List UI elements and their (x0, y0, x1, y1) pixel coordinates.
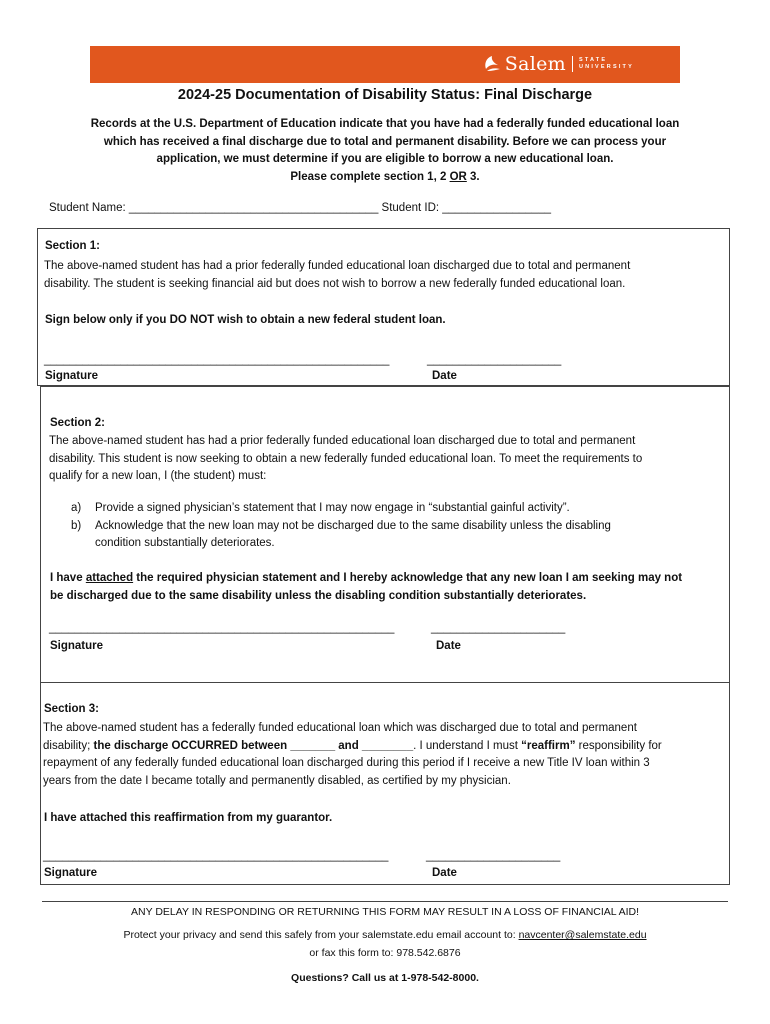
section-3-date-label: Date (432, 867, 457, 879)
footer-privacy-text: Protect your privacy and send this safely from your salemstate.edu email account to: (123, 929, 519, 941)
section-2-ack-line-1 (50, 570, 730, 588)
section-1-line-1: The above-named student has had a prior federally funded educational loan discharged due to total and permanent (44, 260, 631, 272)
section-3-box (40, 683, 730, 885)
section-2-heading: Section 2: (50, 417, 105, 429)
section-3-line-4: years from the date I became totally and permanently disabled, as certified by my physician. (43, 774, 511, 787)
list-item-a (49, 500, 725, 518)
sail-logo-icon (482, 54, 502, 74)
section-1-body (44, 258, 724, 293)
intro-line-3: application, we must determine if you are eligible to borrow a new educational loan. (156, 153, 614, 165)
section-3-signature-line[interactable]: ______________________________________________________ (43, 850, 389, 862)
section-1-line-2: disability. The student is seeking financial aid but does not wish to borrow a new federally funded educational loan. (44, 277, 626, 290)
intro-line-4-post: 3. (466, 170, 480, 183)
footer-divider (42, 901, 728, 902)
section-1-date-line[interactable]: _____________________ (427, 354, 562, 366)
section-3-discharge-dates: the discharge OCCURRED between _______ and ________ (93, 739, 414, 752)
section-3-signature-label: Signature (44, 867, 98, 879)
intro-paragraph (40, 116, 730, 186)
section-1-signature-line[interactable]: ______________________________________________________ (44, 354, 390, 366)
logo-divider (572, 56, 573, 72)
footer-fax: or fax this form to: 978.542.6876 (309, 947, 461, 959)
email-link[interactable]: navcenter@salemstate.edu (518, 929, 647, 941)
intro-line-4 (40, 169, 730, 187)
intro-or-underlined: OR (449, 170, 467, 183)
section-2-line-2: disability. This student is now seeking to obtain a new federally funded educational loan. To meet the requirements to (49, 452, 643, 465)
logo-subtitle (579, 57, 634, 71)
section-3-line-2 (43, 738, 727, 756)
section-2-line-3: qualify for a new loan, I (the student) must: (49, 470, 267, 482)
list-item-b-text-1: Acknowledge that the new loan may not be discharged due to the same disability unless the disabling (95, 519, 611, 532)
logo-subtitle-line1: STATE (578, 57, 608, 63)
list-item-b-label: b) (71, 519, 82, 532)
list-item-b (49, 518, 725, 536)
section-2-signature-line[interactable]: ______________________________________________________ (49, 622, 395, 634)
section-2-date-label: Date (436, 640, 461, 652)
section-3-line-2-post: responsibility for (575, 739, 662, 752)
section-1-instruction: Sign below only if you DO NOT wish to obtain a new federal student loan. (45, 314, 446, 326)
section-2-ack-pre: I have (50, 572, 86, 584)
salem-state-logo (482, 52, 634, 76)
section-3-line-3: repayment of any federally funded educational loan discharged during this period if I receive a new Title IV loan within 3 (43, 757, 650, 769)
section-2-date-line[interactable]: _____________________ (431, 622, 566, 634)
section-2-signature-label: Signature (50, 640, 104, 652)
section-3-body (43, 720, 727, 790)
section-2-ack-line-2: be discharged due to the same disability unless the disabling condition substantially deteriorates. (50, 589, 587, 602)
footer-warning: ANY DELAY IN RESPONDING OR RETURNING THIS FORM MAY RESULT IN A LOSS OF FINANCIAL AID! (131, 906, 639, 918)
section-2-acknowledgement (50, 570, 730, 605)
section-1-date-label: Date (432, 370, 457, 382)
header-banner (90, 46, 680, 83)
logo-subtitle-line2: UNIVERSITY (578, 64, 634, 70)
list-item-b-continued (49, 535, 725, 553)
section-1-signature-label: Signature (45, 370, 99, 382)
section-1-box (37, 228, 730, 386)
intro-line-1: Records at the U.S. Department of Education indicate that you have had a federally funded educational loan (90, 118, 680, 130)
logo-wordmark: Salem (504, 52, 566, 75)
section-2-box (40, 386, 730, 683)
section-3-date-line[interactable]: _____________________ (426, 850, 561, 862)
intro-line-4-pre: Please complete section 1, 2 (290, 170, 450, 183)
list-item-a-text: Provide a signed physician’s statement that I may now engage in “substantial gainful activity”. (95, 502, 570, 514)
section-2-attached-underlined: attached (85, 572, 134, 584)
section-1-heading: Section 1: (45, 240, 100, 252)
section-2-ack-post: the required physician statement and I hereby acknowledge that any new loan I am seeking may not (133, 572, 683, 584)
section-3-line-2-mid: . I understand I must (413, 739, 522, 752)
section-3-line-2-pre: disability; (43, 739, 94, 752)
section-3-reaffirm: “reaffirm” (521, 739, 576, 752)
section-2-line-1: The above-named student has had a prior federally funded educational loan discharged due to total and permanent (49, 435, 636, 447)
footer-privacy (0, 929, 770, 941)
student-name-id-field[interactable]: Student Name: _______________________________________ Student ID: _________________ (49, 202, 551, 214)
intro-line-2: which has received a final discharge due to total and permanent disability. Before we can process your (103, 135, 667, 148)
section-2-body (49, 433, 725, 486)
list-item-a-label: a) (71, 502, 82, 514)
section-3-line-1: The above-named student has a federally funded educational loan which was discharged due to total and permanent (43, 722, 637, 734)
section-2-requirements-list (49, 500, 725, 553)
section-3-attached-statement: I have attached this reaffirmation from my guarantor. (44, 812, 333, 824)
list-item-b-text-2: condition substantially deteriorates. (95, 537, 275, 549)
section-3-heading: Section 3: (44, 703, 99, 715)
footer-questions: Questions? Call us at 1-978-542-8000. (291, 972, 479, 984)
document-title: 2024-25 Documentation of Disability Status: Final Discharge (177, 87, 593, 103)
